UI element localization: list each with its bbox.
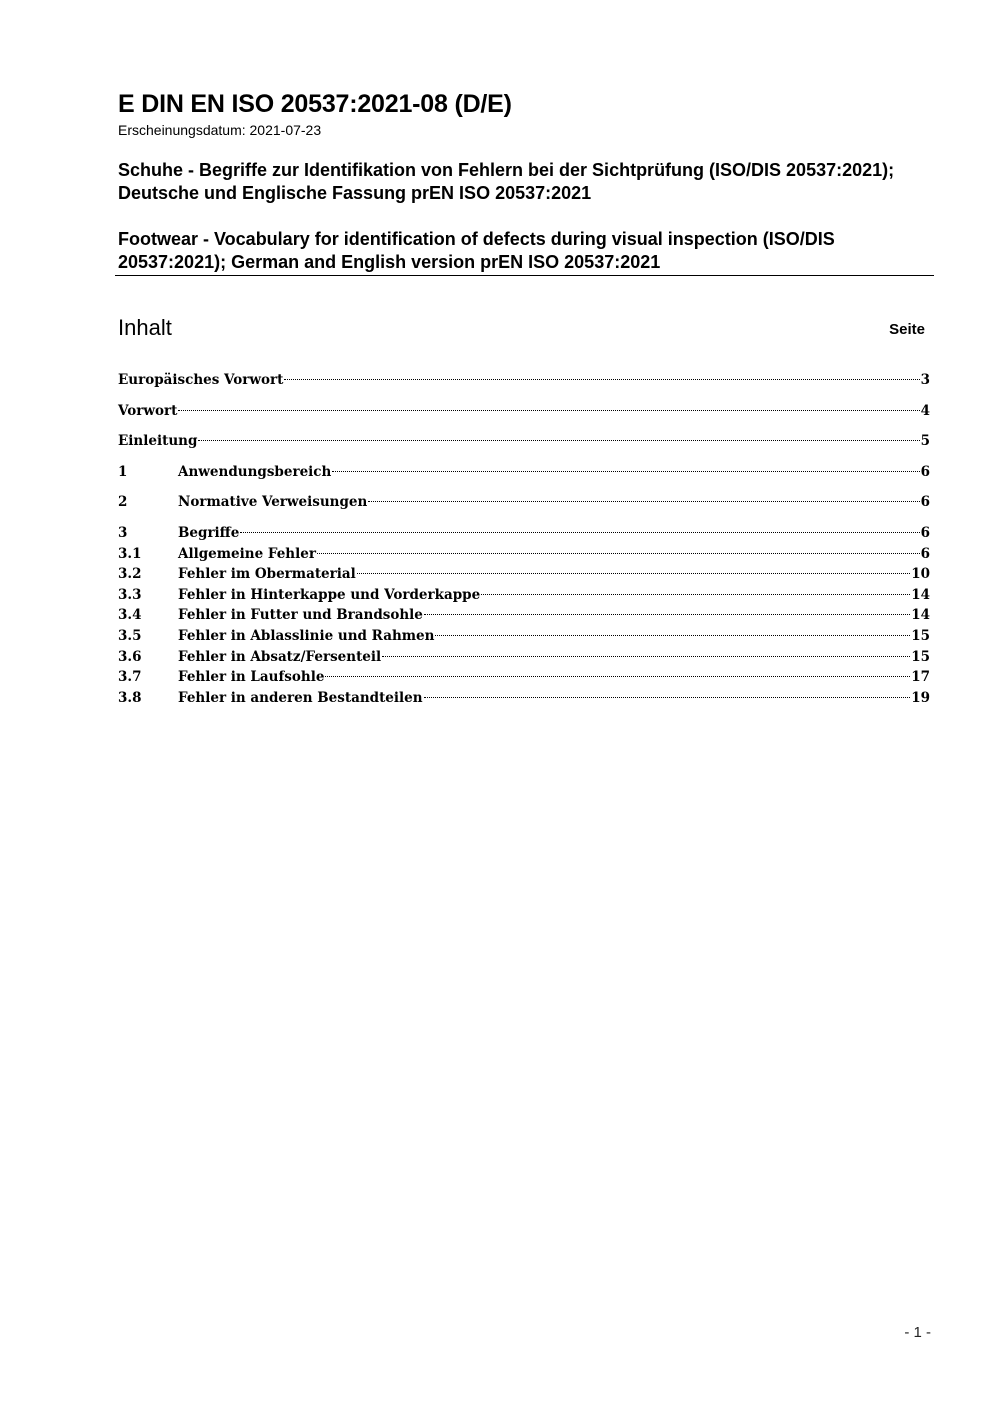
toc-dot-leader — [357, 573, 910, 574]
toc-dot-leader — [424, 697, 911, 698]
toc-entry-title: Fehler in Laufsohle — [178, 669, 325, 686]
toc-entry-page: 6 — [920, 545, 930, 562]
toc-entry-title: Fehler in Futter und Brandsohle — [178, 607, 423, 624]
toc-entry-number: 3.6 — [118, 648, 142, 665]
toc-entry[interactable] — [118, 688, 930, 709]
page-number: - 1 - — [904, 1324, 931, 1341]
toc-dot-leader — [240, 532, 919, 533]
title-english: Footwear - Vocabulary for identification of defects during visual inspection (ISO/DIS 20537:2021); German and English version prEN ISO 20537:2021 — [118, 229, 835, 272]
toc-entry[interactable] — [118, 667, 930, 688]
toc-entry-title: Normative Verweisungen — [178, 494, 368, 511]
toc-entry[interactable] — [118, 523, 930, 544]
toc-entry-page: 3 — [920, 372, 930, 388]
toc-entry-page: 4 — [920, 402, 930, 419]
toc-dot-leader — [284, 379, 919, 380]
toc-entry-title: Allgemeine Fehler — [178, 545, 316, 562]
toc-entry[interactable] — [118, 544, 930, 565]
title-german: Schuhe - Begriffe zur Identifikation von Fehlern bei der Sichtprüfung (ISO/DIS 20537:2021); Deutsche und Englische Fassung prEN ISO 20537:2021 — [118, 160, 895, 203]
toc-entry[interactable] — [118, 492, 930, 513]
toc-entry-number: 3.1 — [118, 545, 142, 562]
toc-entry-number: 2 — [118, 494, 128, 511]
toc-entry-page: 19 — [911, 689, 930, 706]
toc-dot-leader — [382, 656, 910, 657]
toc-entry-page: 10 — [911, 566, 930, 583]
toc-entry-title: Fehler in Absatz/Fersenteil — [178, 648, 382, 665]
toc-dot-leader — [435, 635, 910, 636]
toc-entry[interactable] — [118, 401, 930, 422]
header-divider — [115, 275, 934, 276]
issue-date: Erscheinungsdatum: 2021-07-23 — [118, 122, 322, 138]
toc-dot-leader — [424, 614, 910, 615]
toc-entry[interactable] — [118, 647, 930, 668]
toc-entry-number: 3.8 — [118, 689, 142, 706]
toc-entry[interactable] — [118, 431, 930, 452]
toc-dot-leader — [325, 676, 910, 677]
toc-dot-leader — [368, 501, 919, 502]
toc-entry-number: 3.2 — [118, 566, 142, 583]
toc-entry-page: 15 — [911, 648, 930, 665]
toc-entry-number: 3 — [118, 524, 128, 541]
toc-dot-leader — [317, 553, 920, 554]
toc-entry-number: 3.7 — [118, 669, 142, 686]
toc-heading: Inhalt — [118, 315, 172, 340]
toc-entry-page: 15 — [911, 627, 930, 644]
toc-dot-leader — [178, 410, 919, 411]
toc-page-column-label: Seite — [889, 321, 925, 338]
toc-entry-title: Einleitung — [118, 433, 198, 450]
toc-dot-leader — [481, 594, 910, 595]
toc-entry[interactable] — [118, 605, 930, 626]
toc-entry-title: Fehler in Hinterkappe und Vorderkappe — [178, 586, 481, 603]
toc-entry-title: Begriffe — [178, 524, 240, 541]
toc-entry-page: 5 — [920, 433, 930, 450]
toc-entry-title: Fehler in anderen Bestandteilen — [178, 689, 423, 706]
toc-entry-title: Vorwort — [118, 402, 178, 419]
toc-entry-page: 6 — [920, 494, 930, 511]
toc-entry-page: 17 — [911, 669, 930, 686]
toc-entry[interactable] — [118, 564, 930, 585]
table-of-contents — [118, 370, 930, 708]
toc-entry-number: 1 — [118, 463, 128, 480]
toc-entry[interactable] — [118, 462, 930, 483]
toc-entry-page: 6 — [920, 463, 930, 480]
document-number: E DIN EN ISO 20537:2021-08 (D/E) — [118, 90, 512, 118]
toc-entry-title: Fehler in Ablasslinie und Rahmen — [178, 627, 435, 644]
toc-entry-number: 3.4 — [118, 607, 142, 624]
toc-entry[interactable] — [118, 585, 930, 606]
toc-dot-leader — [332, 471, 919, 472]
toc-entry-page: 14 — [911, 607, 930, 624]
toc-entry-number: 3.3 — [118, 586, 142, 603]
toc-entry-title: Anwendungsbereich — [178, 463, 332, 480]
toc-dot-leader — [198, 440, 919, 441]
toc-entry-page: 6 — [920, 524, 930, 541]
toc-entry[interactable] — [118, 370, 930, 391]
toc-entry-page: 14 — [911, 586, 930, 603]
toc-entry-title: Europäisches Vorwort — [118, 372, 284, 388]
toc-entry[interactable] — [118, 626, 930, 647]
toc-entry-title: Fehler im Obermaterial — [178, 566, 356, 583]
toc-entry-number: 3.5 — [118, 627, 142, 644]
